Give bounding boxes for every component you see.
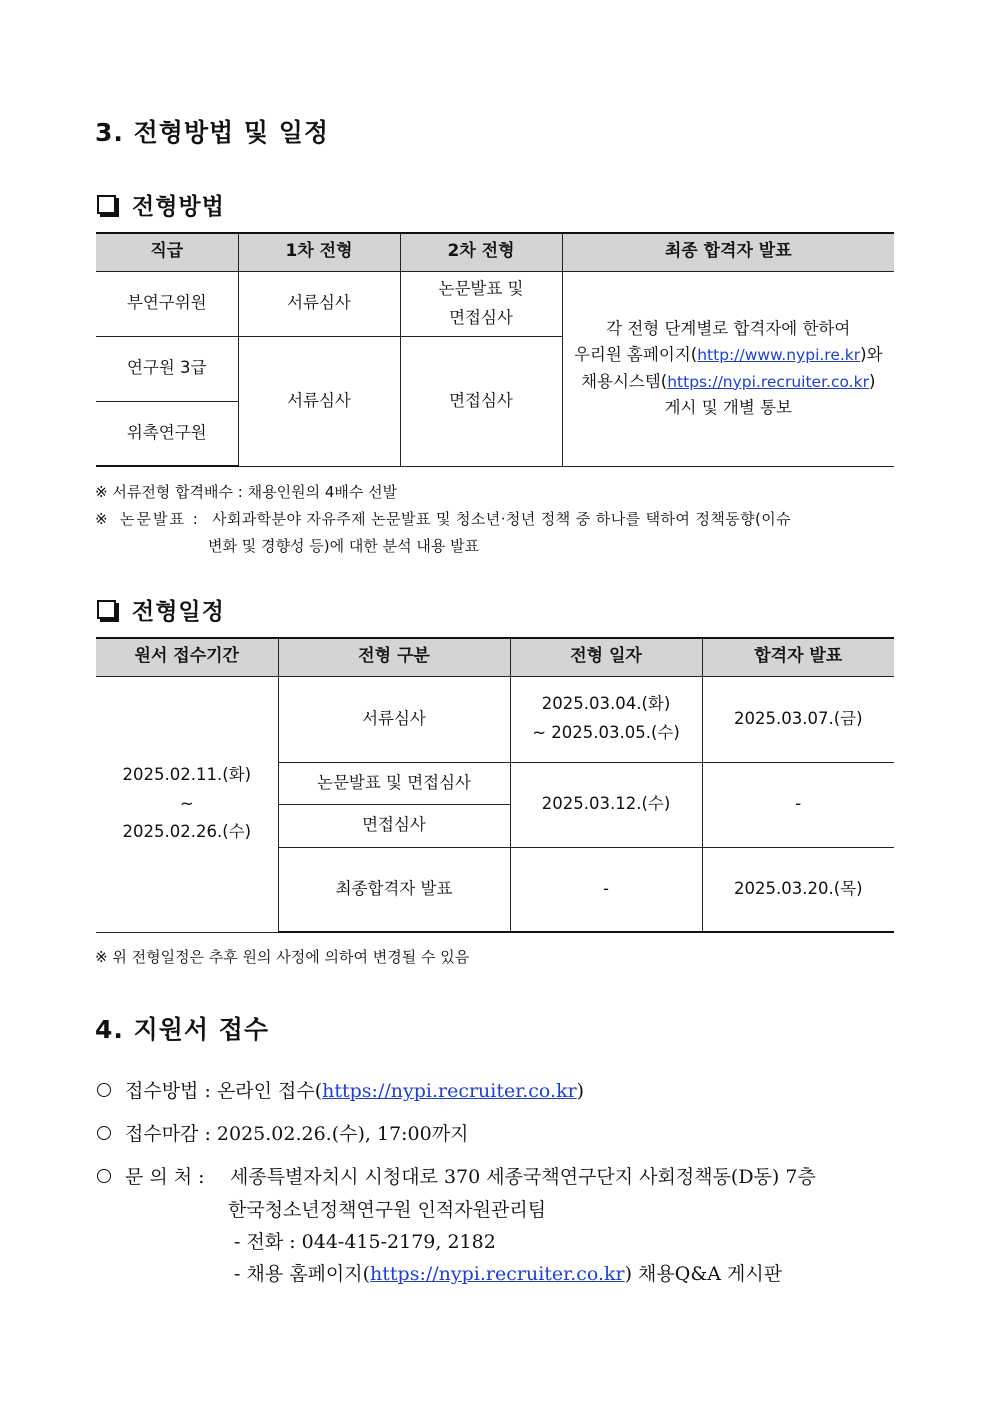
announce-cell: 2025.03.07.(금): [702, 676, 894, 762]
contact-row: [97, 1162, 947, 1194]
announce-line3: [563, 369, 895, 395]
application-period-cell: [96, 676, 278, 932]
contact-label: 문 의 처 :: [125, 1166, 205, 1188]
announce-cell: 2025.03.20.(목): [702, 847, 894, 932]
type-cell: 논문발표 및 면접심사: [278, 762, 510, 804]
stage2-line1: 논문발표 및: [438, 278, 524, 298]
contact-address: 세종특별자치시 시청대로 370 세종국책연구단지 사회정책동(D동) 7층: [230, 1166, 816, 1188]
square-bullet-icon: [97, 600, 116, 619]
announce-line2-pre: 우리원 홈페이지(: [573, 345, 698, 365]
note-2: [95, 506, 900, 533]
apply-link[interactable]: https://nypi.recruiter.co.kr: [322, 1080, 577, 1102]
contact-phone: - 전화 : 044-415-2179, 2182: [234, 1231, 496, 1253]
schedule-note: ※ 위 전형일정은 추후 원의 사정에 의하여 변경될 수 있음: [95, 948, 470, 966]
announce-line2: [563, 342, 895, 368]
rank-cell: 위촉연구원: [96, 401, 238, 466]
method-notes: [95, 479, 900, 560]
schedule-table: [96, 637, 894, 933]
section3-title: 3. 전형방법 및 일정: [95, 118, 330, 147]
method-heading: [97, 188, 225, 221]
date-cell: 2025.03.12.(수): [510, 762, 702, 847]
final-announce-cell: [562, 271, 894, 466]
date-line2: ~ 2025.03.05.(수): [532, 723, 680, 742]
qa-board-link[interactable]: https://nypi.recruiter.co.kr: [370, 1263, 625, 1285]
apply-method-label: 접수방법 : 온라인 접수(: [125, 1080, 323, 1102]
contact-web-pre: - 채용 홈페이지(: [234, 1263, 371, 1285]
announce-line3-pre: 채용시스템(: [581, 371, 668, 391]
circle-bullet-icon: [97, 1169, 111, 1183]
contact-web: [97, 1258, 947, 1290]
apply-method-row: [97, 1076, 947, 1108]
period-tilde: ~: [179, 793, 194, 813]
rank-cell: 연구원 3급: [96, 336, 238, 401]
stage1-merged-cell: 서류심사: [238, 336, 400, 466]
rank-cell: 부연구위원: [96, 271, 238, 336]
period-end: 2025.02.26.(수): [122, 822, 252, 842]
note-2-line2: 변화 및 경향성 등)에 대한 분석 내용 발표: [208, 537, 480, 555]
apply-method-post: ): [576, 1080, 585, 1102]
circle-bullet-icon: [97, 1126, 111, 1140]
header-type: 전형 구분: [278, 638, 510, 676]
date-line1: 2025.03.04.(화): [541, 694, 671, 714]
header-announce: 합격자 발표: [702, 638, 894, 676]
deadline-row: [97, 1119, 947, 1151]
homepage-link[interactable]: http://www.nypi.re.kr: [697, 346, 861, 365]
announce-line2-post: )와: [860, 345, 883, 365]
section4-body: [97, 1076, 947, 1290]
header-final: 최종 합격자 발표: [562, 233, 894, 271]
section4-title: 4. 지원서 접수: [95, 1015, 270, 1044]
note-2-label: 논문발표 :: [120, 510, 200, 528]
announce-line1: 각 전형 단계별로 합격자에 한하여: [606, 318, 851, 338]
type-cell: 서류심사: [278, 676, 510, 762]
note-1: ※ 서류전형 합격배수 : 채용인원의 4배수 선발: [95, 483, 398, 501]
circle-bullet-icon: [97, 1083, 111, 1097]
announce-line4: 게시 및 개별 통보: [664, 397, 792, 417]
stage2-line2: 면접심사: [449, 307, 513, 327]
stage2-cell: [400, 271, 562, 336]
deadline-text: 접수마감 : 2025.02.26.(수), 17:00까지: [125, 1123, 469, 1145]
date-cell: [510, 676, 702, 762]
date-cell: -: [510, 847, 702, 932]
header-stage1: 1차 전형: [238, 233, 400, 271]
schedule-heading: [97, 593, 225, 626]
stage1-cell: 서류심사: [238, 271, 400, 336]
period-start: 2025.02.11.(화): [122, 764, 252, 784]
schedule-heading-text: 전형일정: [132, 599, 225, 625]
method-heading-text: 전형방법: [132, 194, 225, 220]
header-period: 원서 접수기간: [96, 638, 278, 676]
square-bullet-icon: [97, 195, 116, 214]
type-cell: 면접심사: [278, 804, 510, 847]
header-date: 전형 일자: [510, 638, 702, 676]
announce-line3-post: ): [868, 371, 876, 391]
stage2-merged-cell: 면접심사: [400, 336, 562, 466]
announce-cell: -: [702, 762, 894, 847]
type-cell: 최종합격자 발표: [278, 847, 510, 932]
method-table: [96, 232, 894, 467]
recruiter-link[interactable]: https://nypi.recruiter.co.kr: [667, 372, 869, 391]
note-2-mark: ※: [95, 510, 108, 528]
header-rank: 직급: [96, 233, 238, 271]
header-stage2: 2차 전형: [400, 233, 562, 271]
contact-org: 한국청소년정책연구원 인적자원관리팀: [228, 1199, 547, 1221]
contact-web-post: ) 채용Q&A 게시판: [624, 1263, 783, 1285]
note-2-line1: 사회과학분야 자유주제 논문발표 및 청소년·청년 정책 중 하나를 택하여 정책동향(이슈: [212, 510, 792, 528]
